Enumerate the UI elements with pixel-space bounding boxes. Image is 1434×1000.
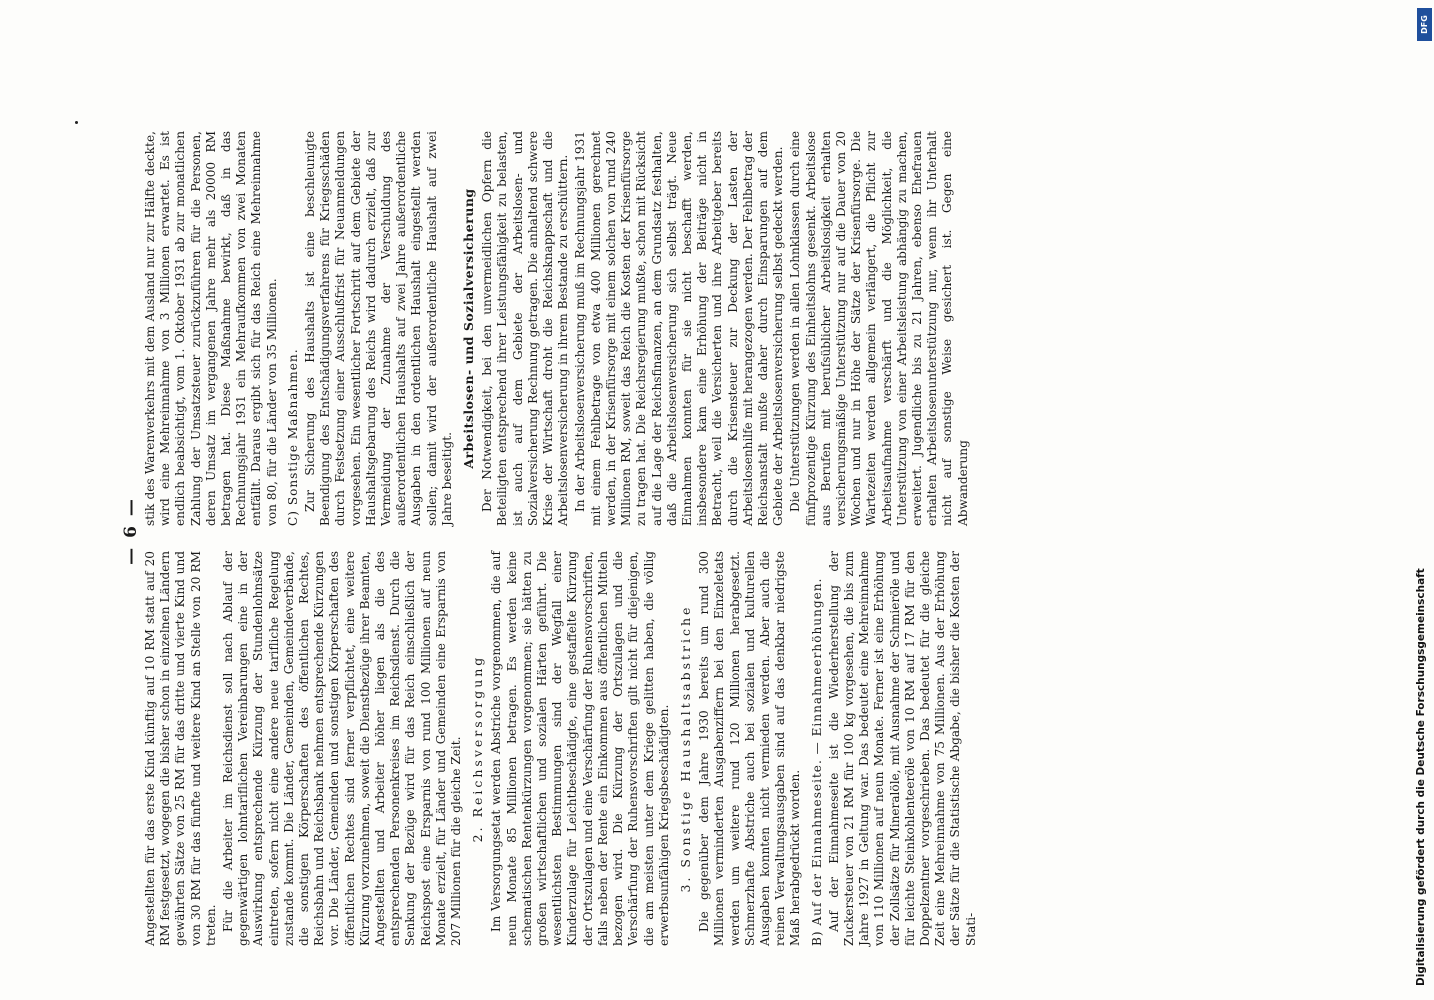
section-heading: 3. Sonstige Haushaltsabstriche [677,604,693,893]
page-number: — 6 — [121,497,141,565]
paragraph: Auf der Einnahmeseite ist die Wiederherstellung der Zuckersteuer von 21 RM für 100 kg vorgesehen, die bis zum Jahre 1927 in Geltung war. Das bedeutet eine Mehreinnahme von 110 Millionen auf neun Monate. Ferner ist eine Erhöhung der Zollsätze für Mineralöle, mit Ausnahme der Schmieröle und für leichte Steinkohlenteeröle von 10 RM auf 17 RM für den Doppelzentner vorgeschrieben. Das bedeutet für die gleiche Zeit eine Mehreinnahme von 75 Millionen. Aus der Erhöhung der Sätze für die Statistische Abgabe, die bisher die Kosten der Stati- [826,551,978,946]
dfg-logo-text: DFG [1420,15,1430,34]
paragraph: stik des Warenverkehrs mit dem Ausland nur zur Hälfte deckte, wird eine Mehreinnahme von 3 Millionen erwartet. Es ist endlich beabsichtigt, vom 1. Oktober 1931 ab zur monatlichen Zahlung der Umsatzsteuer zurückzuführen für die Personen, deren Umsatz im vergangenen Jahre mehr als 20000 RM betragen hat. Diese Maßnahme bewirkt, daß in das Rechnungsjahr 1931 ein Mehraufkommen von zwei Monaten entfällt. Daraus ergibt sich für das Reich eine Mehreinnahme von 80, für die Länder von 35 Millionen. [143,131,279,526]
paragraph: Angestellten für das erste Kind künftig auf 10 RM statt auf 20 RM festgesetzt, wogegen die bisher schon in einzelnen Ländern gewährten Sätze von 25 RM für das dritte und vierte Kind und von 30 RM für das fünfte und weitere Kind an Stelle von 20 RM treten. [143,551,218,946]
section-heading: C) Sonstige Maßnahmen. [285,348,300,526]
left-column [143,551,1303,946]
section-heading: Arbeitslosen- und Sozialversicherung [461,188,477,469]
right-column [143,131,1303,526]
digitization-credit-text: Digitalisierung gefördert durch die Deutsche Forschungsgemeinschaft [1415,568,1427,986]
paragraph: Zur Sicherung des Haushalts ist eine beschleunigte Beendigung des Entschädigungsverfahrens für Kriegsschäden durch Festsetzung einer Ausschlußfrist für Neuanmeldungen vorgesehen. Ein wesentlicher Fortschritt auf dem Gebiete der Haushaltsgebarung des Reichs wird dadurch erzielt, daß zur Vermeidung der Zunahme der Verschuldung des außerordentlichen Haushalts auf zwei Jahre außerordentliche Ausgaben in den ordentlichen Haushalt eingestellt werden sollen; damit wird der außerordentliche Haushalt auf zwei Jahre beseitigt. [303,131,454,526]
paragraph: Im Versorgungsetat werden Abstriche vorgenommen, die auf neun Monate 85 Millionen betragen. Es werden keine schematischen Rentenkürzungen vorgenommen; sie hätten zu großen wirtschaftlichen und sozialen Härten geführt. Die wesentlichsten Bestimmungen sind der Wegfall einer Kinderzulage für Leichtbeschädigte, eine gestaffelte Kürzung der Ortszulagen und eine Verschärfung der Ruhensvorschriften, falls neben der Rente ein Einkommen aus öffentlichen Mitteln bezogen wird. Die Kürzung der Ortszulagen und die Verschärfung der Ruhensvorschriften gilt nicht für diejenigen, die am meisten unter dem Kriege gelitten haben, die völlig erwerbsunfähigen Kriegsbeschädigten. [489,551,671,946]
speck-mark [75,121,78,124]
paragraph: Die Unterstützungen werden in allen Lohnklassen durch eine fünfprozentige Kürzung des Einheitslohns gesenkt. Arbeitslose aus Berufen mit berufsüblicher Arbeitslosigkeit erhalten versicherungsmäßige Unterstützung nur auf die Dauer von 20 Wochen und nur in Höhe der Sätze der Krisenfürsorge. Die Wartezeiten werden allgemein verlängert, die Pflicht zur Arbeitsaufnahme verschärft und die Möglichkeit, die Unterstützung von einer Arbeitsleistung abhängig zu machen, erweitert. Jugendliche bis zu 21 Jahren, ebenso Ehefrauen erhalten Arbeitslosenunterstützung nur, wenn ihr Unterhalt nicht auf sonstige Weise gesichert ist. Gegen eine Abwanderung [788,131,970,526]
digitization-credit [1413,8,1434,993]
section-heading: 2. Reichsversorgung [470,654,486,843]
section-heading: B) Auf der Einnahmeseite. — Einnahmeerhöhungen. [809,577,824,946]
paragraph: Die gegenüber dem Jahre 1930 bereits um rund 300 Millionen verminderten Ausgabenziffern bei den Einzeletats werden um weitere rund 120 Millionen herabgesetzt. Schmerzhafte Abstriche auch bei sozialen und kulturellen Ausgaben konnten nicht vermieden werden. Aber auch die reinen Verwaltungsausgaben sind auf das denkbar niedrigste Maß herabgedrückt worden. [697,551,803,946]
paragraph: Für die Arbeiter im Reichsdienst soll nach Ablauf der gegenwärtigen lohntariflichen Vereinbarungen eine in der Auswirkung entsprechende Kürzung der Stundenlohnsätze eintreten, sofern nicht eine andere neue tarifliche Regelung zustande kommt. Die Länder, Gemeinden, Gemeindeverbände, die sonstigen Körperschaften des öffentlichen Rechtes, Reichsbahn und Reichsbank nehmen entsprechende Kürzungen vor. Die Länder, Gemeinden und sonstigen Körperschaften des öffentlichen Rechtes sind ferner verpflichtet, eine weitere Kürzung vorzunehmen, soweit die Dienstbezüge ihrer Beamten, Angestellten und Arbeiter höher liegen als die des entsprechenden Personenkreises im Reichsdienst. Durch die Senkung der Bezüge wird für das Reich einschließlich der Reichspost eine Ersparnis von rund 100 Millionen auf neun Monate erzielt, für Länder und Gemeinden eine Ersparnis von 207 Millionen für die gleiche Zeit. [221,551,464,946]
paragraph: In der Arbeitslosenversicherung muß im Rechnungsjahr 1931 mit einem Fehlbetrage von etwa 400 Millionen gerechnet werden, in der Krisenfürsorge mit einem solchen von rund 240 Millionen RM, soweit das Reich die Kosten der Krisenfürsorge zu tragen hat. Die Reichsregierung mußte, schon mit Rücksicht auf die Lage der Reichsfinanzen, an dem Grundsatz festhalten, daß die Arbeitslosenversicherung sich selbst trägt. Neue Einnahmen konnten für sie nicht beschafft werden, insbesondere kam eine Erhöhung der Beiträge nicht in Betracht, weil die Versicherten und ihre Arbeitgeber bereits durch die Krisensteuer zur Deckung der Lasten der Arbeitslosenhilfe mit herangezogen werden. Der Fehlbetrag der Reichsanstalt mußte daher durch Einsparungen auf dem Gebiete der Arbeitslosenversicherung selbst gedeckt werden. [573,131,786,526]
rotated-page-content [121,116,1306,946]
paragraph: Der Notwendigkeit, bei den unvermeidlichen Opfern die Beteiligten entsprechend ihrer Leistungsfähigkeit zu belasten, ist auch auf dem Gebiete der Arbeitslosen- und Sozialversicherung Rechnung getragen. Die anhaltend schwere Krise der Wirtschaft droht die Reichsknappschaft und die Arbeitslosenversicherung in ihrem Bestande zu erschüttern. [480,131,571,526]
dfg-logo [1417,8,1432,41]
